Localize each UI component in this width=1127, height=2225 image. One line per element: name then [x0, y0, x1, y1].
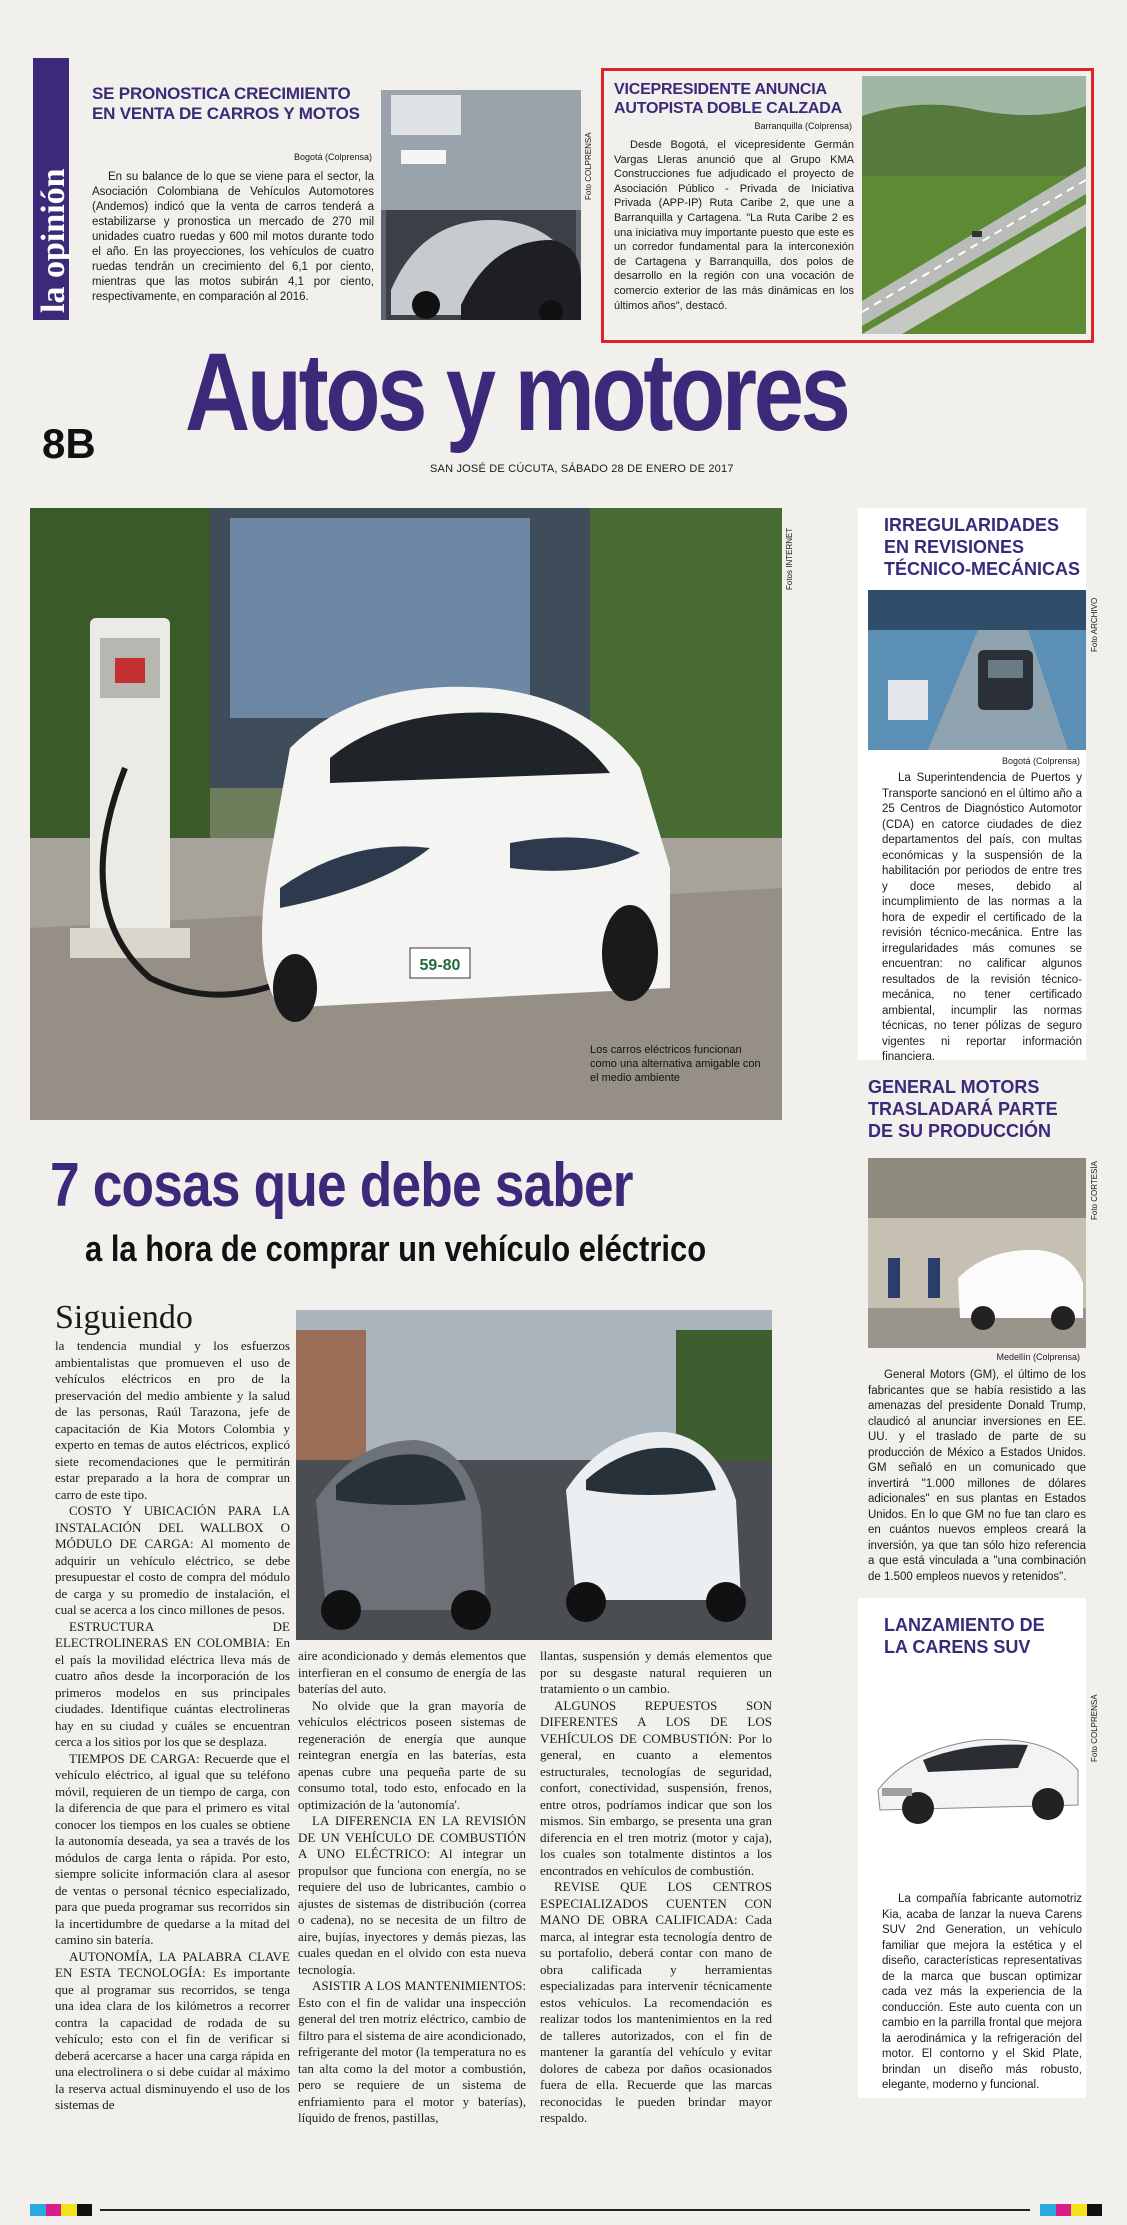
- side2-photo: [868, 1158, 1086, 1348]
- highway-image: [862, 76, 1086, 334]
- side3-photo: [868, 1690, 1086, 1840]
- brief1-place: Bogotá (Colprensa): [293, 152, 372, 162]
- print-color-bar-left: [30, 2204, 92, 2216]
- electric-car-charging-image: [30, 508, 782, 1120]
- side2-credit: Foto CORTESÍA: [1090, 1161, 1099, 1220]
- inspection-garage-image: [868, 590, 1086, 750]
- side2-text: General Motors (GM), el último de los fabricantes que se había resistido a las amenazas del presidente Donald Trump, claudicó al anunciar inversiones en EE. UU. y el traslado de parte de su producción de México a Estados Unidos. GM señaló en un comunicado que invertirá "1.000 millones de dólares adicionales" en sus plantas en Estados Unidos. En lo que GM no fue tan claro es en cuántos nuevos empleos creará la inversión, ya que tan sólo hizo referencia a que está vinculada a "una combinación de 1.500 empleos nuevos y retenidos".: [868, 1369, 1086, 1583]
- col3-para-2: REVISE QUE LOS CENTROS ESPECIALIZADOS CUENTEN CON MANO DE OBRA CALIFICADA: Cada marca, al integrar esta tecnología dentro de su portafolio, deberá contar con mano de obra calificada y herramientas especializadas para intervenir técnicamente estos vehículos. La recomendación es realizar todos los mantenimientos en la red de talleres autorizados, con el fin de mantener la garantía del vehículo y evitar dolores de cabeza por daños ocasionados fuera de ella. Recuerde que las marcas reconocidas le pueden brindar mayor respaldo.: [540, 1879, 772, 2125]
- col2-para-3: ASISTIR A LOS MANTENIMIENTOS: Esto con el fin de validar una inspección general del tren motriz eléctrico, cambio de filtro para el sistema de aire acondicionado, refrigerante del motor (la temperatura no es tan alta como la del motor a combustión, pero se requiere de un sistema de enfriamiento para el motor y baterías), líquido de frenos, pastillas,: [298, 1978, 526, 2125]
- col1-para-0: la tendencia mundial y los esfuerzos ambientalistas que promueven el uso de vehículos eléctricos en pro de la preservación del medio ambiente y la salud de las personas, Raúl Tarazona, jefe de capacitación de Kia Motors Colombia y experto en temas de autos eléctricos, explicó siete recomendaciones que le permitirán estar preparado a la hora de comprar un carro de este tipo.: [55, 1338, 290, 1502]
- masthead: Autos y motores: [185, 331, 848, 454]
- brief1-credit: Foto COLPRENSA: [584, 132, 593, 200]
- page-number: 8B: [42, 420, 96, 467]
- brief2-place: Barranquilla (Colprensa): [754, 121, 852, 131]
- side2-place: Medellín (Colprensa): [996, 1352, 1080, 1362]
- drop-word: Siguiendo: [55, 1299, 193, 1336]
- brief2-title: VICEPRESIDENTE ANUNCIA AUTOPISTA DOBLE CALZADA: [614, 81, 842, 117]
- brief1-text: En su balance de lo que se viene para el sector, la Asociación Colombiana de Vehículos Automotores (Andemos) indicó que la venta de carros tenderá a estabilizarse y pronostica un mercado de 270 mil unidades cuatro ruedas y 600 mil motos durante todo el año. En las proyecciones, los vehículos de cuatro ruedas tendrán un crecimiento del 6,1 por ciento, mientras que las motos subirán 4,1 por ciento, respectivamente, en comparación al 2016.: [92, 171, 374, 303]
- kia-carens-image: [868, 1690, 1086, 1840]
- side1-place: Bogotá (Colprensa): [1001, 756, 1080, 766]
- license-plate: 59-80: [419, 957, 461, 974]
- bottom-rule: [100, 2209, 1030, 2211]
- twizy-cars-image: [296, 1310, 772, 1640]
- dateline: SAN JOSÉ DE CÚCUTA, SÁBADO 28 DE ENERO DE 2017: [430, 463, 734, 475]
- col1-para-2: ESTRUCTURA DE ELECTROLINERAS EN COLOMBIA: En el país la movilidad eléctrica lleva más de cuatro años desde la incorporación de los primeros modelos en sus principales ciudades. Identifique cuántas electrolineras hay en su ciudad y cuáles se encuentran cerca a los sitios por los que se desplaza.: [55, 1618, 290, 1749]
- col2-para-0: aire acondicionado y demás elementos que interfieran en el consumo de energía de las baterías del auto.: [298, 1648, 526, 1696]
- side3-title: LANZAMIENTO DE LA CARENS SUV: [884, 1615, 1045, 1657]
- article-col-1: [55, 1304, 290, 2114]
- showroom-cars-image: [381, 90, 581, 320]
- brief-sales-forecast: [92, 84, 374, 124]
- print-color-bar-right: [1040, 2204, 1102, 2216]
- col3-para-0: llantas, suspensión y demás elementos que por su desgaste natural requieren un tratamiento o un cambio.: [540, 1648, 772, 1696]
- article-photo: [296, 1310, 772, 1640]
- brief1-photo: [381, 90, 581, 320]
- col1-para-3: TIEMPOS DE CARGA: Recuerde que el vehículo eléctrico, al igual que su teléfono móvil, requieren de un tiempo de carga, con la diferencia de que para el primero es vital conocer los tiempos en los cuales se obtiene la autonomía deseada, ya sea a través de los módulos de carga lenta o rápida. Por esto, siempre solicite información clara al asesor de ventas o personal técnico especializado, para que pueda programar sus recorridos sin la incertidumbre de quedarse a la mitad del camino sin batería.: [55, 1750, 290, 1947]
- factory-line-image: [868, 1158, 1086, 1348]
- col1-para-1: COSTO Y UBICACIÓN PARA LA INSTALACIÓN DEL WALLBOX O MÓDULO DE CARGA: Al momento de adquirir un vehículo eléctrico, se debe presupuestar el costo de compra del módulo de carga y su promedio de instalación, el cual se acerca a los cinco millones de pesos.: [55, 1503, 290, 1617]
- brief2-photo: [862, 76, 1086, 334]
- side1-credit: Foto ARCHIVO: [1090, 597, 1099, 652]
- side1-title: IRREGULARIDADES EN REVISIONES TÉCNICO-MECÁNICAS: [884, 515, 1080, 579]
- article-col-3: [540, 1648, 772, 2127]
- main-photo: [30, 508, 782, 1120]
- section-tab-label: la opinión: [35, 168, 72, 313]
- side3-text: La compañía fabricante automotriz Kia, acaba de lanzar la nueva Carens SUV 2nd Generation, un vehículo familiar que mejora la estética y el diseño, características representativas de la marca que buscan optimizar cada vez más la experiencia de la conducción. Este auto cuenta con un cambio en la parrilla frontal que mejora la aerodinámica y la refrigeración del motor. El contorno y el Skid Plate, brindan un diseño más robusto, elegante, moderno y funcional.: [882, 1893, 1082, 2091]
- main-subheadline: a la hora de comprar un vehículo eléctrico: [85, 1228, 707, 1269]
- main-photo-credit: Fotos INTERNET: [785, 527, 794, 590]
- brief2-text: Desde Bogotá, el vicepresidente Germán Vargas Lleras anunció que al Grupo KMA Construcciones fue adjudicado el proyecto de Asociación Público - Privada de Iniciativa Privada (APP-IP) Ruta Caribe 2, que une a Barranquilla y Cartagena. "La Ruta Caribe 2 es una iniciativa muy importante puesto que este es un corredor fundamental para la interconexión de Cartagena y Barranquilla, dos polos de desarrollo en la región con una vocación de comercio exterior de las más dinámicas en los últimos años", destacó.: [614, 139, 854, 312]
- side2-title: GENERAL MOTORS TRASLADARÁ PARTE DE SU PRODUCCIÓN: [868, 1077, 1058, 1141]
- col2-para-1: No olvide que la gran mayoría de vehículos eléctricos poseen sistemas de regeneración de energía que aunque reintegran energía en las baterías, esta apenas cubre una pequeña parte de su consumo total, todo esto, enfocado en la optimización de la 'autonomía'.: [298, 1697, 526, 1812]
- col2-para-2: LA DIFERENCIA EN LA REVISIÓN DE UN VEHÍCULO DE COMBUSTIÓN A UNO ELÉCTRICO: Al integrar un propulsor que funciona con energía, no se requiere del uso de lubricantes, cambio o ajustes de sistemas de distribución (correa o cadena), no se necesita de un filtro de aire, bujías, inyectores y demás piezas, las cuales quedan en el olvido con esta nueva tecnología.: [298, 1813, 526, 1977]
- side1-text: La Superintendencia de Puertos y Transporte sancionó en el último año a 25 Centros de Diagnóstico Automotor (CDA) en catorce ciudades de diez departamentos del país, con multas económicas y la suspensión de la habilitación por periodos de entre tres y doce meses, debido al incumplimiento de las normas a la hora de expedir el certificado de la revisión técnico-mecánica. Entre las irregularidades más comunes se encuentran: no calificar algunos resultados de la revisión técnico-mecánica, no tener certificado ambiental, incumplir las normas técnicas, no tener pólizas de seguro vigentes ni reportar información financiera.: [882, 772, 1082, 1063]
- side3-credit: Foto COLPRENSA: [1090, 1694, 1099, 1762]
- main-headline: 7 cosas que debe saber: [50, 1151, 633, 1220]
- section-tab: [33, 58, 72, 320]
- brief1-title: SE PRONOSTICA CRECIMIENTO EN VENTA DE CARROS Y MOTOS: [92, 84, 360, 123]
- main-photo-caption: Los carros eléctricos funcionan como una alternativa amigable con el medio ambiente: [590, 1044, 761, 1084]
- col3-para-1: ALGUNOS REPUESTOS SON DIFERENTES A LOS DE LOS VEHÍCULOS DE COMBUSTIÓN: Por lo general, en cuanto a elementos estructurales, tecnologías de seguridad, confort, conectividad, suspensión, frenos, entre otros, podríamos indicar que son los mismos. Sin embargo, se presenta una gran diferencia en el tren motriz (motor y caja), los cuales son totalmente distintos a los encontrados en vehículos de combustión.: [540, 1697, 772, 1878]
- col1-para-4: AUTONOMÍA, LA PALABRA CLAVE EN ESTA TECNOLOGÍA: Es importante que al programar sus recorridos, se tenga una idea clara de los kilómetros a recorrer contra la capacidad de rodada de su vehículo; esto con el fin de verificar si deberá acercarse a hacer una carga rápida en una electrolinera o si debe cuidar al máximo la reserva actual disminuyendo el uso de los sistemas de: [55, 1948, 290, 2112]
- side1-photo: [868, 590, 1086, 750]
- article-col-2: [298, 1648, 526, 2127]
